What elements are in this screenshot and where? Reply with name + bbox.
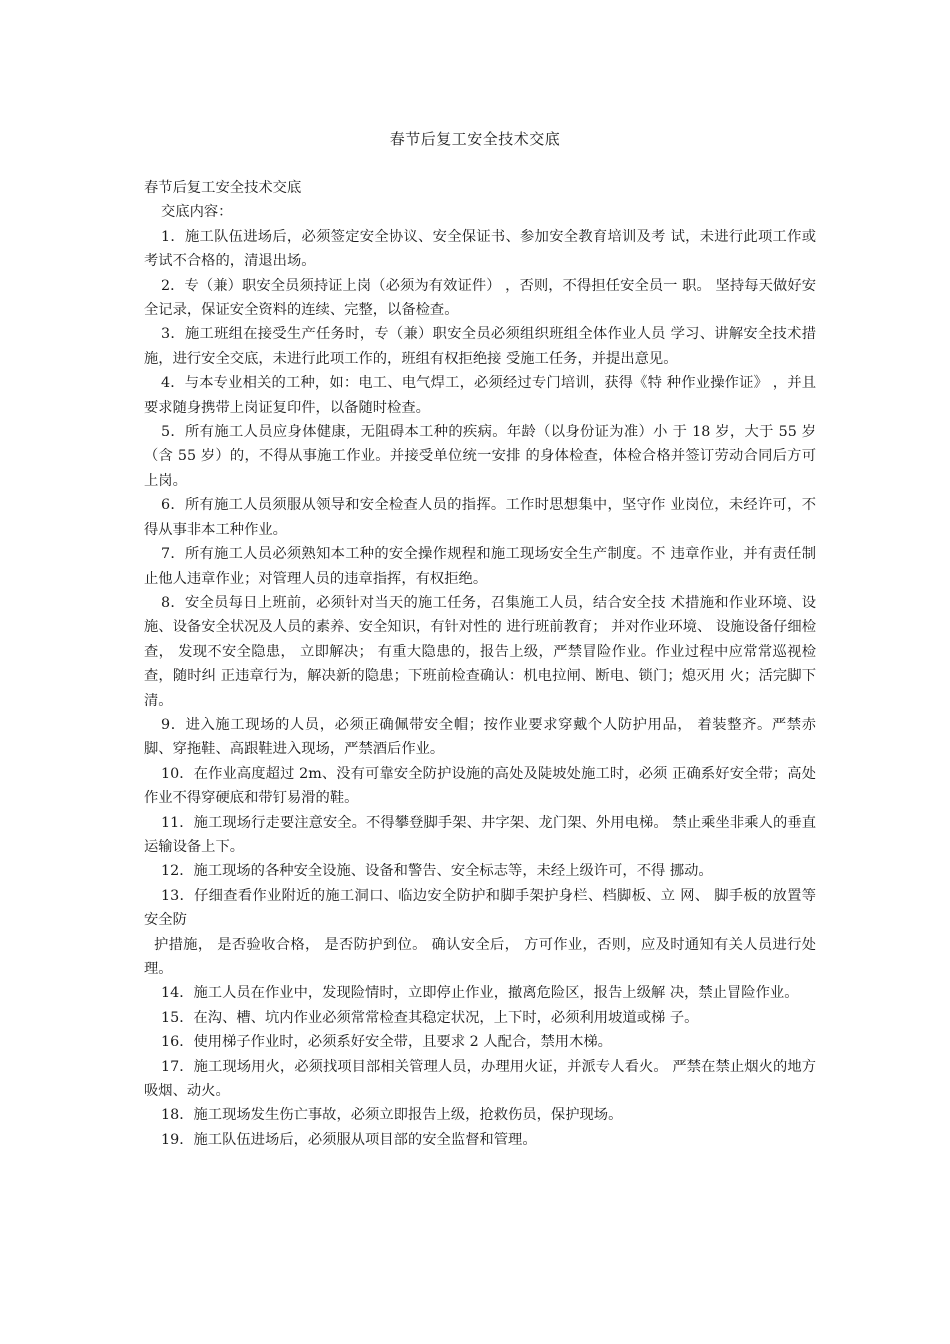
list-item: 10．在作业高度超过 2m、没有可靠安全防护设施的高处及陡坡处施工时，必须 正确系好安全带；高处作业不得穿硬底和带钉易滑的鞋。: [144, 765, 816, 807]
list-item: 13．仔细查看作业附近的施工洞口、临边安全防护和脚手架护身栏、档脚板、立 网、 脚手板的放置等安全防: [144, 887, 816, 929]
list-item: 15．在沟、槽、坑内作业必须常常检查其稳定状况，上下时，必须利用坡道或梯 子。: [161, 1009, 699, 1026]
list-item: 2．专（兼）职安全员须持证上岗（必须为有效证件） ，否则，不得担任安全员一 职。 坚持每天做好安全记录，保证安全资料的连续、完整，以备检查。: [144, 277, 816, 319]
list-item: 12．施工现场的各种安全设施、设备和警告、安全标志等，未经上级许可，不得 挪动。: [161, 863, 713, 880]
document-body: [144, 176, 816, 1152]
list-item: 11．施工现场行走要注意安全。不得攀登脚手架、井字架、龙门架、外用电梯。 禁止乘坐非乘人的垂直运输设备上下。: [144, 814, 816, 855]
section-heading: 春节后复工安全技术交底: [144, 180, 302, 196]
intro-label: 交底内容：: [161, 204, 233, 221]
list-item: 19．施工队伍进场后，必须服从项目部的安全监督和管理。: [161, 1131, 537, 1148]
list-item: 7．所有施工人员必须熟知本工种的安全操作规程和施工现场安全生产制度。不 违章作业，并有责任制止他人违章作业；对管理人员的违章指挥，有权拒绝。: [144, 546, 816, 587]
list-item: 4．与本专业相关的工种，如：电工、电气焊工，必须经过专门培训，获得《特 种作业操作证》 ，并且要求随身携带上岗证复印件，以备随时检查。: [144, 375, 816, 416]
list-item: 14．施工人员在作业中，发现险情时，立即停止作业，撤离危险区，报告上级解 决，禁止冒险作业。: [161, 985, 799, 1002]
list-item: 18．施工现场发生伤亡事故，必须立即报告上级，抢救伤员，保护现场。: [161, 1107, 623, 1124]
list-item: 8．安全员每日上班前，必须针对当天的施工任务，召集施工人员，结合安全技 术措施和作业环境、设施、设备安全状况及人员的素养、安全知识，有针对性的 进行班前教育； 并对作业环境、 设施设备仔细检查， 发现不安全隐患， 立即解决； 有重大隐患的，报告上级，严禁冒险作业。作业过程中应常常巡视检查，随时纠 正违章行为，解决新的隐患；下班前检查确认：机电拉闸、断电、锁门；熄灭用 火；活完脚下清。: [144, 594, 816, 709]
list-item: 17．施工现场用火，必须找项目部相关管理人员，办理用火证，并派专人看火。 严禁在禁止烟火的地方吸烟、动火。: [144, 1058, 816, 1100]
list-item: 16．使用梯子作业时，必须系好安全带，且要求 2 人配合，禁用木梯。: [161, 1034, 612, 1051]
list-item: 9．进入施工现场的人员，必须正确佩带安全帽；按作业要求穿戴个人防护用品， 着装整齐。严禁赤脚、穿拖鞋、高跟鞋进入现场，严禁酒后作业。: [144, 716, 816, 758]
list-item: 6．所有施工人员须服从领导和安全检查人员的指挥。工作时思想集中，坚守作 业岗位，未经许可，不得从事非本工种作业。: [144, 497, 816, 538]
list-item: 1．施工队伍进场后，必须签定安全协议、安全保证书、参加安全教育培训及考 试，未进行此项工作或考试不合格的，清退出场。: [144, 228, 816, 270]
list-item: 5．所有施工人员应身体健康，无阻碍本工种的疾病。年龄（以身份证为准）小 于 18 岁，大于 55 岁（含 55 岁）的，不得从事施工作业。并接受单位统一安排 的身体检查，体检合格并签订劳动合同后方可上岗。: [144, 424, 816, 489]
list-item-continuation: 护措施， 是否验收合格， 是否防护到位。 确认安全后， 方可作业，否则，应及时通知有关人员进行处理。: [144, 936, 816, 977]
document-title: 春节后复工安全技术交底: [389, 130, 561, 148]
list-item: 3．施工班组在接受生产任务时，专（兼）职安全员必须组织班组全体作业人员 学习、讲解安全技术措施，进行安全交底，未进行此项工作的，班组有权拒绝接 受施工任务，并提出意见。: [144, 326, 816, 367]
